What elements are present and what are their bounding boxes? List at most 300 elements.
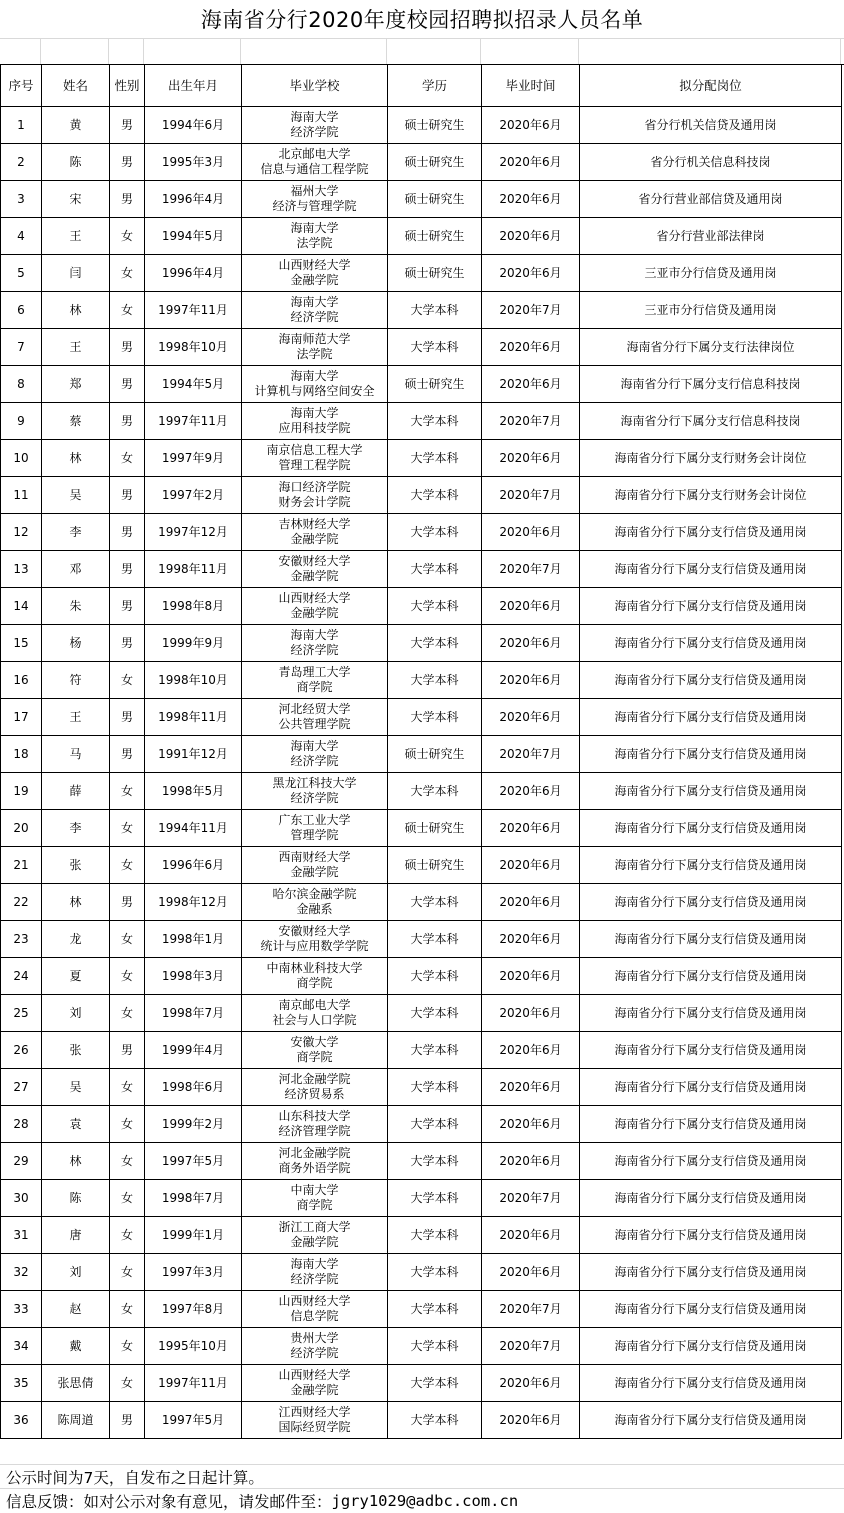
cell-degree: 硕士研究生 [388,107,482,144]
cell-degree: 大学本科 [388,514,482,551]
cell-birth: 1999年4月 [145,1032,242,1069]
table-row [1,1402,842,1439]
cell-school [242,403,388,440]
cell-name: 符 [42,662,110,699]
cell-graduation: 2020年7月 [482,551,580,588]
cell-position: 海南省分行下属分支行财务会计岗位 [580,477,842,514]
cell-index: 26 [1,1032,42,1069]
cell-name: 王 [42,699,110,736]
cell-position: 海南省分行下属分支行法律岗位 [580,329,842,366]
cell-name: 刘 [42,995,110,1032]
cell-gender: 男 [110,588,145,625]
table-row [1,1365,842,1402]
school-department: 社会与人口学院 [272,1013,357,1027]
table-row [1,847,842,884]
cell-position: 海南省分行下属分支行信贷及通用岗 [580,1365,842,1402]
cell-position: 海南省分行下属分支行信贷及通用岗 [580,995,842,1032]
cell-graduation: 2020年6月 [482,810,580,847]
school-department: 计算机与网络空间安全 [254,384,375,398]
cell-index: 8 [1,366,42,403]
table-row [1,1032,842,1069]
cell-index: 1 [1,107,42,144]
school-university: 海南大学 [290,369,339,383]
table-row [1,625,842,662]
table-row [1,255,842,292]
school-department: 经济与管理学院 [272,199,357,213]
table-row [1,366,842,403]
cell-birth: 1995年3月 [145,144,242,181]
cell-degree: 大学本科 [388,477,482,514]
cell-birth: 1997年8月 [145,1291,242,1328]
cell-index: 5 [1,255,42,292]
cell-birth: 1997年11月 [145,403,242,440]
cell-gender: 女 [110,1106,145,1143]
school-department: 法学院 [296,236,333,250]
cell-school [242,847,388,884]
school-university: 海南大学 [290,1257,339,1271]
school-university: 海南师范大学 [278,332,351,346]
cell-gender: 男 [110,366,145,403]
table-row [1,1217,842,1254]
school-university: 安徽财经大学 [278,924,351,938]
cell-degree: 大学本科 [388,403,482,440]
header-degree: 学历 [388,65,482,107]
school-university: 贵州大学 [290,1331,339,1345]
blank-spacer-row [0,38,844,65]
table-row [1,699,842,736]
school-department: 商务外语学院 [278,1161,351,1175]
school-department: 公共管理学院 [278,717,351,731]
cell-index: 29 [1,1143,42,1180]
cell-school [242,218,388,255]
cell-gender: 女 [110,1291,145,1328]
cell-school [242,884,388,921]
cell-birth: 1997年9月 [145,440,242,477]
cell-degree: 大学本科 [388,995,482,1032]
cell-index: 3 [1,181,42,218]
cell-degree: 大学本科 [388,662,482,699]
cell-position: 海南省分行下属分支行信贷及通用岗 [580,958,842,995]
cell-position: 省分行机关信贷及通用岗 [580,107,842,144]
cell-graduation: 2020年7月 [482,1328,580,1365]
cell-graduation: 2020年6月 [482,514,580,551]
table-row [1,1328,842,1365]
cell-graduation: 2020年6月 [482,1106,580,1143]
cell-position: 海南省分行下属分支行信贷及通用岗 [580,1254,842,1291]
cell-school [242,921,388,958]
cell-degree: 大学本科 [388,292,482,329]
cell-index: 9 [1,403,42,440]
school-department: 金融学院 [290,1235,339,1249]
cell-school [242,1143,388,1180]
cell-position: 海南省分行下属分支行信贷及通用岗 [580,921,842,958]
cell-position: 海南省分行下属分支行信贷及通用岗 [580,1217,842,1254]
school-university: 西南财经大学 [278,850,351,864]
school-department: 统计与应用数学学院 [260,939,369,953]
school-department: 经济学院 [290,1346,339,1360]
school-university: 中南林业科技大学 [266,961,363,975]
cell-position: 海南省分行下属分支行信贷及通用岗 [580,1402,842,1439]
school-university: 福州大学 [290,184,339,198]
cell-gender: 男 [110,107,145,144]
table-row [1,1180,842,1217]
cell-school [242,588,388,625]
cell-index: 24 [1,958,42,995]
school-university: 山西财经大学 [278,1294,351,1308]
school-university: 海口经济学院 [278,480,351,494]
cell-index: 15 [1,625,42,662]
cell-name: 林 [42,292,110,329]
cell-school [242,995,388,1032]
cell-position: 海南省分行下属分支行信贷及通用岗 [580,1032,842,1069]
school-university: 海南大学 [290,110,339,124]
cell-name: 马 [42,736,110,773]
table-row [1,329,842,366]
cell-gender: 男 [110,551,145,588]
school-department: 经济学院 [290,1272,339,1286]
school-university: 哈尔滨金融学院 [272,887,357,901]
cell-birth: 1998年11月 [145,551,242,588]
cell-graduation: 2020年7月 [482,1291,580,1328]
cell-gender: 女 [110,1069,145,1106]
cell-graduation: 2020年6月 [482,329,580,366]
school-department: 经济学院 [290,754,339,768]
cell-index: 19 [1,773,42,810]
cell-degree: 硕士研究生 [388,366,482,403]
cell-degree: 大学本科 [388,588,482,625]
cell-name: 林 [42,1143,110,1180]
table-row [1,514,842,551]
cell-name: 王 [42,218,110,255]
cell-birth: 1996年4月 [145,181,242,218]
cell-school [242,1402,388,1439]
cell-degree: 大学本科 [388,1328,482,1365]
cell-graduation: 2020年6月 [482,255,580,292]
school-university: 河北金融学院 [278,1072,351,1086]
school-university: 海南大学 [290,628,339,642]
cell-index: 6 [1,292,42,329]
header-gender: 性别 [110,65,145,107]
cell-degree: 大学本科 [388,1254,482,1291]
cell-degree: 硕士研究生 [388,181,482,218]
cell-position: 海南省分行下属分支行信贷及通用岗 [580,514,842,551]
school-department: 金融学院 [290,606,339,620]
cell-index: 12 [1,514,42,551]
cell-degree: 大学本科 [388,1217,482,1254]
school-university: 吉林财经大学 [278,517,351,531]
cell-gender: 男 [110,403,145,440]
cell-name: 张 [42,847,110,884]
school-university: 青岛理工大学 [278,665,351,679]
cell-index: 10 [1,440,42,477]
cell-school [242,1069,388,1106]
cell-graduation: 2020年7月 [482,736,580,773]
cell-graduation: 2020年6月 [482,1143,580,1180]
cell-school [242,736,388,773]
cell-degree: 大学本科 [388,958,482,995]
cell-position: 海南省分行下属分支行信贷及通用岗 [580,1180,842,1217]
cell-school [242,1106,388,1143]
cell-degree: 大学本科 [388,1069,482,1106]
cell-name: 陈 [42,144,110,181]
cell-index: 22 [1,884,42,921]
school-university: 浙江工商大学 [278,1220,351,1234]
school-university: 北京邮电大学 [278,147,351,161]
table-row [1,810,842,847]
cell-degree: 硕士研究生 [388,144,482,181]
school-department: 金融学院 [290,569,339,583]
cell-gender: 女 [110,292,145,329]
table-row [1,218,842,255]
cell-gender: 女 [110,1180,145,1217]
cell-birth: 1994年11月 [145,810,242,847]
notice-text: 公示时间为7天，自发布之日起计算。 [6,1469,264,1487]
cell-name: 赵 [42,1291,110,1328]
cell-index: 36 [1,1402,42,1439]
school-department: 应用科技学院 [278,421,351,435]
cell-gender: 女 [110,255,145,292]
school-university: 山西财经大学 [278,258,351,272]
cell-school [242,1328,388,1365]
cell-gender: 女 [110,218,145,255]
header-birth: 出生年月 [145,65,242,107]
cell-name: 郑 [42,366,110,403]
school-department: 经济学院 [290,125,339,139]
cell-graduation: 2020年6月 [482,440,580,477]
school-department: 经济管理学院 [278,1124,351,1138]
cell-gender: 男 [110,1032,145,1069]
school-university: 海南大学 [290,406,339,420]
cell-index: 25 [1,995,42,1032]
cell-school [242,255,388,292]
cell-degree: 硕士研究生 [388,847,482,884]
cell-degree: 硕士研究生 [388,255,482,292]
cell-index: 33 [1,1291,42,1328]
cell-degree: 硕士研究生 [388,218,482,255]
cell-graduation: 2020年7月 [482,477,580,514]
cell-index: 27 [1,1069,42,1106]
table-row [1,662,842,699]
cell-birth: 1999年1月 [145,1217,242,1254]
cell-position: 海南省分行下属分支行信贷及通用岗 [580,1328,842,1365]
cell-school [242,366,388,403]
cell-birth: 1997年5月 [145,1143,242,1180]
cell-position: 三亚市分行信贷及通用岗 [580,292,842,329]
cell-birth: 1994年6月 [145,107,242,144]
cell-degree: 大学本科 [388,1365,482,1402]
table-row [1,921,842,958]
cell-school [242,292,388,329]
cell-index: 23 [1,921,42,958]
cell-name: 王 [42,329,110,366]
cell-name: 林 [42,884,110,921]
cell-school [242,181,388,218]
cell-name: 蔡 [42,403,110,440]
cell-name: 刘 [42,1254,110,1291]
cell-index: 16 [1,662,42,699]
header-name: 姓名 [42,65,110,107]
cell-degree: 大学本科 [388,884,482,921]
school-department: 法学院 [296,347,333,361]
cell-graduation: 2020年6月 [482,1069,580,1106]
table-row [1,551,842,588]
cell-graduation: 2020年6月 [482,1402,580,1439]
cell-degree: 硕士研究生 [388,736,482,773]
cell-school [242,107,388,144]
cell-birth: 1998年10月 [145,662,242,699]
cell-birth: 1997年12月 [145,514,242,551]
cell-birth: 1998年8月 [145,588,242,625]
cell-position: 海南省分行下属分支行信贷及通用岗 [580,551,842,588]
school-department: 商学院 [296,976,333,990]
cell-index: 35 [1,1365,42,1402]
table-row [1,1291,842,1328]
school-department: 金融学院 [290,532,339,546]
feedback-email[interactable]: jgry1029@adbc.com.cn [331,1492,519,1510]
cell-gender: 女 [110,1328,145,1365]
cell-graduation: 2020年6月 [482,1032,580,1069]
school-university: 南京邮电大学 [278,998,351,1012]
cell-birth: 1999年9月 [145,625,242,662]
cell-degree: 大学本科 [388,551,482,588]
school-university: 中南大学 [290,1183,339,1197]
cell-school [242,699,388,736]
cell-gender: 男 [110,477,145,514]
cell-graduation: 2020年7月 [482,403,580,440]
cell-index: 18 [1,736,42,773]
cell-index: 14 [1,588,42,625]
cell-school [242,1254,388,1291]
cell-degree: 大学本科 [388,699,482,736]
school-university: 海南大学 [290,221,339,235]
table-row [1,884,842,921]
school-department: 金融系 [296,902,333,916]
cell-gender: 女 [110,1217,145,1254]
cell-school [242,440,388,477]
table-header-row [1,65,842,107]
school-department: 经济学院 [290,643,339,657]
school-department: 金融学院 [290,865,339,879]
school-department: 金融学院 [290,1383,339,1397]
cell-index: 28 [1,1106,42,1143]
cell-school [242,1365,388,1402]
cell-birth: 1998年3月 [145,958,242,995]
cell-gender: 男 [110,514,145,551]
school-department: 经济学院 [290,791,339,805]
cell-school [242,662,388,699]
cell-index: 20 [1,810,42,847]
cell-birth: 1998年10月 [145,329,242,366]
cell-school [242,1217,388,1254]
cell-birth: 1998年7月 [145,1180,242,1217]
table-row [1,1069,842,1106]
cell-position: 海南省分行下属分支行信贷及通用岗 [580,884,842,921]
cell-graduation: 2020年6月 [482,588,580,625]
cell-graduation: 2020年6月 [482,773,580,810]
cell-position: 海南省分行下属分支行信贷及通用岗 [580,625,842,662]
cell-gender: 男 [110,144,145,181]
cell-name: 李 [42,810,110,847]
cell-position: 海南省分行下属分支行信贷及通用岗 [580,588,842,625]
cell-graduation: 2020年6月 [482,366,580,403]
cell-name: 邓 [42,551,110,588]
school-university: 黑龙江科技大学 [272,776,357,790]
table-row [1,1143,842,1180]
cell-gender: 男 [110,181,145,218]
cell-position: 海南省分行下属分支行信贷及通用岗 [580,662,842,699]
candidate-table [0,64,842,1439]
cell-school [242,958,388,995]
cell-birth: 1998年1月 [145,921,242,958]
cell-degree: 硕士研究生 [388,810,482,847]
cell-degree: 大学本科 [388,1180,482,1217]
cell-position: 海南省分行下属分支行信贷及通用岗 [580,773,842,810]
cell-name: 李 [42,514,110,551]
school-department: 信息学院 [290,1309,339,1323]
cell-position: 省分行机关信息科技岗 [580,144,842,181]
cell-gender: 女 [110,1254,145,1291]
school-university: 江西财经大学 [278,1405,351,1419]
cell-birth: 1997年5月 [145,1402,242,1439]
cell-birth: 1991年12月 [145,736,242,773]
cell-school [242,514,388,551]
cell-name: 龙 [42,921,110,958]
cell-degree: 大学本科 [388,1402,482,1439]
cell-graduation: 2020年6月 [482,107,580,144]
school-university: 河北经贸大学 [278,702,351,716]
cell-degree: 大学本科 [388,1291,482,1328]
cell-graduation: 2020年6月 [482,847,580,884]
cell-gender: 女 [110,995,145,1032]
cell-graduation: 2020年6月 [482,699,580,736]
cell-index: 13 [1,551,42,588]
cell-birth: 1994年5月 [145,218,242,255]
cell-position: 海南省分行下属分支行信息科技岗 [580,366,842,403]
cell-position: 海南省分行下属分支行信贷及通用岗 [580,1106,842,1143]
school-university: 海南大学 [290,739,339,753]
cell-index: 34 [1,1328,42,1365]
cell-gender: 男 [110,329,145,366]
table-row [1,736,842,773]
cell-degree: 大学本科 [388,625,482,662]
school-department: 财务会计学院 [278,495,351,509]
school-university: 广东工业大学 [278,813,351,827]
cell-position: 海南省分行下属分支行信息科技岗 [580,403,842,440]
cell-school [242,625,388,662]
cell-name: 吴 [42,477,110,514]
school-department: 商学院 [296,680,333,694]
cell-birth: 1998年5月 [145,773,242,810]
cell-birth: 1996年6月 [145,847,242,884]
header-graduation: 毕业时间 [482,65,580,107]
cell-school [242,144,388,181]
cell-name: 戴 [42,1328,110,1365]
school-department: 商学院 [296,1050,333,1064]
cell-gender: 女 [110,847,145,884]
cell-birth: 1997年3月 [145,1254,242,1291]
school-university: 河北金融学院 [278,1146,351,1160]
cell-name: 袁 [42,1106,110,1143]
cell-birth: 1998年12月 [145,884,242,921]
cell-graduation: 2020年6月 [482,218,580,255]
cell-name: 宋 [42,181,110,218]
cell-name: 黄 [42,107,110,144]
cell-name: 唐 [42,1217,110,1254]
header-position: 拟分配岗位 [580,65,842,107]
cell-index: 7 [1,329,42,366]
cell-degree: 大学本科 [388,921,482,958]
cell-name: 闫 [42,255,110,292]
